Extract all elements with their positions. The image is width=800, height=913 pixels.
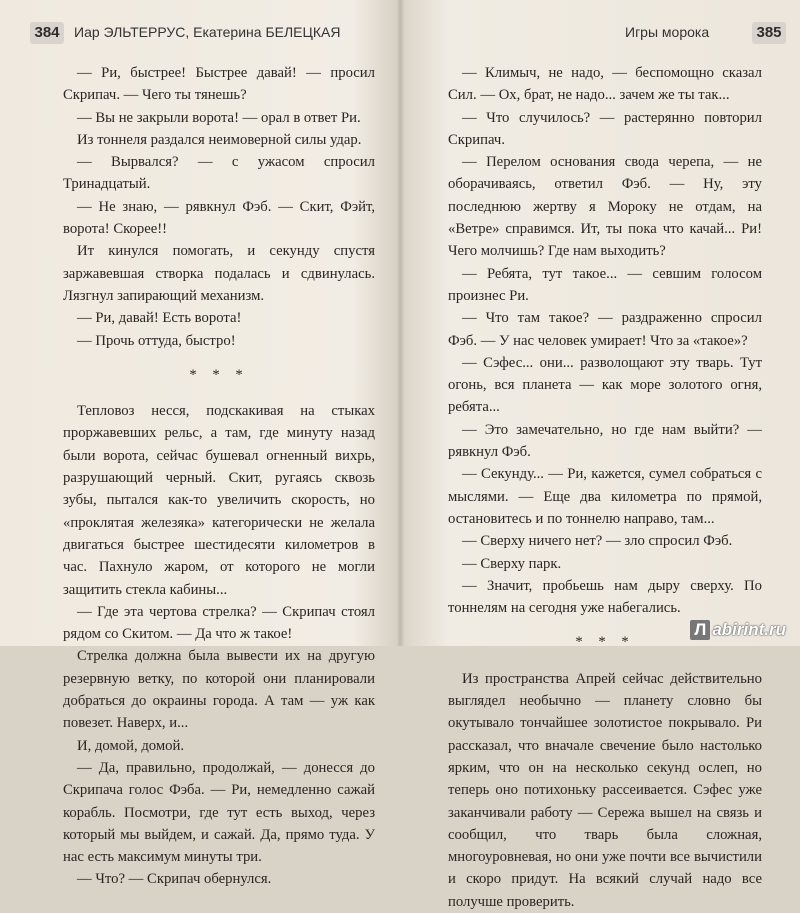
watermark-text: abirint.ru xyxy=(712,620,786,639)
left-page xyxy=(0,0,400,888)
watermark-badge: Л xyxy=(690,620,710,640)
paragraph: — Ри, давай! Есть ворота! xyxy=(77,310,242,327)
paragraph: — Где эта чертова стрелка? — Скрипач стоял рядом со Скитом. — Да что ж такое! xyxy=(63,603,375,643)
paragraph: — Да, правильно, продолжай, — донесся до Скрипача голос Фэба. — Ри, немедленно сажай корабль. Посмотри, где тут есть выход, через который мы выйдем, и сажай. Да, прямо туда. У нас есть максимум минуты три. xyxy=(63,759,375,866)
page-number: 385 xyxy=(752,22,786,44)
paragraph: И, домой, домой. xyxy=(77,737,185,754)
paragraph: — Сэфес... они... разволощают эту тварь. Тут огонь, вся планета — как море золотого огня, ребята... xyxy=(448,354,762,416)
paragraph: — Ребята, тут такое... — севшим голосом произнес Ри. xyxy=(448,265,762,304)
paragraph: — Сверху парк. xyxy=(462,555,562,572)
paragraph: — Вырвался? — с ужасом спросил Тринадцатый. xyxy=(63,154,375,193)
paragraph: — Ри, быстрее! Быстрее давай! — просил Скрипач. — Чего ты тянешь? xyxy=(63,65,375,104)
paragraph: — Секунду... — Ри, кажется, сумел собраться с мыслями. — Еще два километра по прямой, остановитесь и по тоннелю направо, там... xyxy=(448,466,762,527)
section-separator: * * * xyxy=(575,634,635,651)
paragraph: — Не знаю, — рявкнул Фэб. — Скит, Фэйт, ворота! Скорее!! xyxy=(63,198,375,238)
section-separator: * * * xyxy=(189,366,249,383)
paragraph: Из пространства Апрей сейчас действительно выглядел необычно — планету словно бы окутывало тончайшее золотистое покрывало. Ри рассказал, что вначале свечение было настолько ярким, что он на несколько секунд ослеп, но теперь оно потихоньку рассеивается. Сэфес уже заканчивали работу — Сережа вышел на связь и сообщил, что тварь была сложная, многоуровневая, но они уже почти все вычистили и скоро придут. На всякий случай надо все получше проверить. xyxy=(448,670,762,910)
running-head: Иар ЭЛЬТЕРРУС, Екатерина БЕЛЕЦКАЯ xyxy=(74,24,341,40)
paragraph: — Перелом основания свода черепа, — не оборачиваясь, ответил Фэб. — Ну, эту последнюю жертву я Мороку не отдам, на «Ветре» справимся. Ит, ты пока что качай... Ри! Чего молчишь? Где нам выходить? xyxy=(448,154,762,260)
right-page xyxy=(400,0,800,910)
paragraph: — Вы не закрыли ворота! — орал в ответ Ри. xyxy=(77,109,361,126)
paragraph: — Значит, пробьешь нам дыру сверху. По тоннелям на сегодня уже набегались. xyxy=(448,577,762,617)
paragraph: — Что случилось? — растерянно повторил Скрипач. xyxy=(448,109,762,148)
running-head: Игры морока xyxy=(625,24,710,40)
paragraph: — Сверху ничего нет? — зло спросил Фэб. xyxy=(462,533,733,550)
paragraph: — Это замечательно, но где нам выйти? — рявкнул Фэб. xyxy=(448,421,762,461)
paragraph: Тепловоз несся, подскакивая на стыках проржавевших рельс, а там, где минуту назад были ворота, сейчас бушевал огненный вихрь, разрушающий черный. Скит, ругаясь сквозь зубы, пытался как-то увеличить скорость, но «проклятая железяка» категорически не желала двигаться быстрее шестидесяти километров в час. Пахнуло жаром, от которого не могли защитить стекла кабины... xyxy=(63,403,375,598)
paragraph: — Что там такое? — раздраженно спросил Фэб. — У нас человек умирает! Что за «такое»? xyxy=(448,310,762,349)
paragraph: Стрелка должна была вывести их на другую резервную ветку, по которой они планировали добраться до окраины города. А там — уж как повезет. Наверх, и... xyxy=(63,648,375,732)
page-number: 384 xyxy=(30,22,64,44)
paragraph: Ит кинулся помогать, и секунду спустя заржавевшая створка подалась и сдвинулась. Лязгнул запирающий механизм. xyxy=(63,243,375,304)
watermark xyxy=(690,620,786,640)
paragraph: — Прочь оттуда, быстро! xyxy=(77,332,236,349)
paragraph: — Климыч, не надо, — беспомощно сказал Сил. — Ох, брат, не надо... зачем же ты так... xyxy=(448,65,762,104)
page-body xyxy=(448,62,762,913)
page-body xyxy=(63,62,375,891)
paragraph: — Что? — Скрипач обернулся. xyxy=(77,871,272,888)
paragraph: Из тоннеля раздался неимоверной силы удар. xyxy=(77,131,362,148)
